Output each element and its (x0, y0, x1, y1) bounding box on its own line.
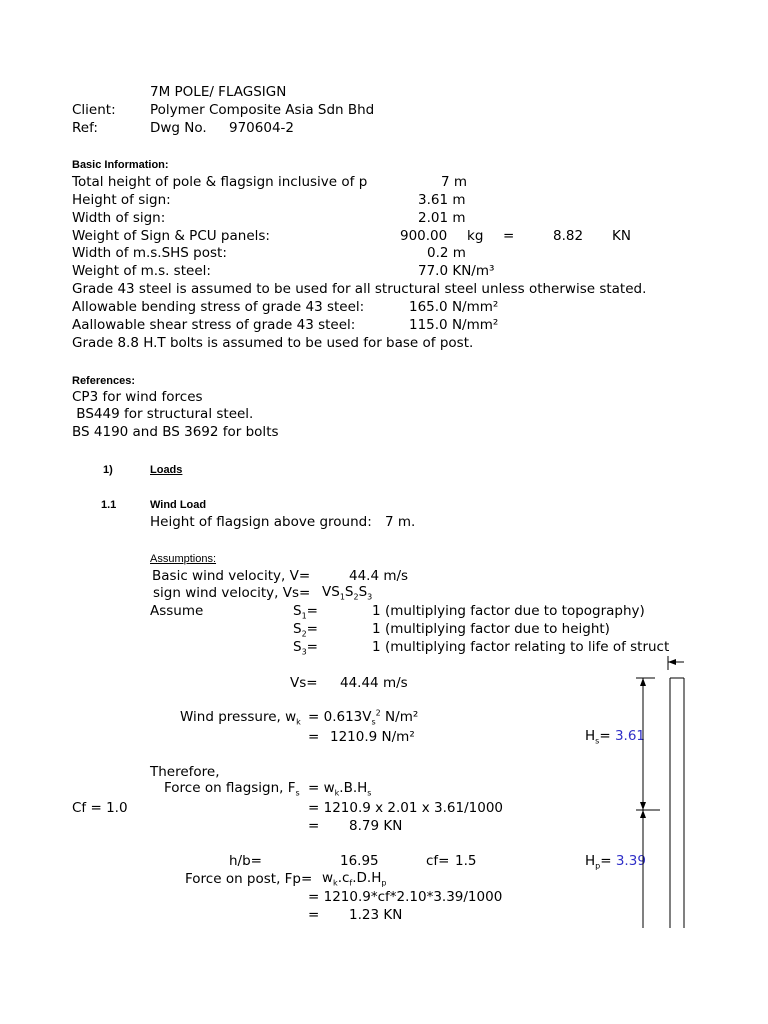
reference-item: BS449 for structural steel. (72, 406, 254, 422)
info-label-post-width: Width of m.s.SHS post: (72, 245, 227, 261)
arrow-head (668, 659, 676, 665)
info-unit-kg: kg (467, 228, 484, 244)
shear-stress-value: 115.0 N/mm² (409, 317, 499, 333)
hs-value: 3.61 (614, 728, 645, 744)
force-flagsign-result: 8.79 KN (349, 818, 403, 834)
subscript: s (595, 736, 600, 746)
subscript: 2 (353, 592, 359, 602)
info-value-sign-weight-kn: 8.82 (553, 228, 584, 244)
equals-sign: = (306, 639, 318, 655)
info-value-sign-width: 2.01 m (418, 210, 466, 226)
hb-value: 16.95 (340, 853, 379, 869)
subscript: k (296, 717, 301, 727)
subscript: 1 (339, 592, 345, 602)
assumptions-heading: Assumptions: (150, 553, 217, 565)
flagsign-height-text: Height of flagsign above ground: (150, 514, 372, 530)
section-1-title: Loads (150, 464, 183, 476)
sign-wind-velocity-formula: $VS_1S_2S_3$ (322, 584, 373, 602)
equals-sign: = (306, 603, 318, 619)
superscript: 2 (375, 708, 381, 718)
info-label-sign-width: Width of sign: (72, 210, 166, 226)
wind-pressure-value: 1210.9 N/m² (330, 729, 415, 745)
dwg-value: 970604-2 (229, 120, 294, 136)
s2-description: (multiplying factor due to height) (385, 621, 610, 637)
client-value: Polymer Composite Asia Sdn Bhd (150, 102, 375, 118)
force-post-calc: = 1210.9*cf*2.10*3.39/1000 (308, 889, 503, 905)
force-flagsign-text: Force on flagsign, F (164, 780, 296, 796)
hp-value: 3.39 (615, 853, 646, 869)
wind-pressure-text: Wind pressure, w (180, 709, 297, 725)
document-title: 7M POLE/ FLAGSIGN (150, 84, 287, 100)
bending-stress-label: Allowable bending stress of grade 43 steel: (72, 299, 365, 315)
shear-stress-label: Aallowable shear stress of grade 43 steel: (72, 317, 356, 333)
cf-value: 1.5 (455, 853, 477, 869)
subscript: s (295, 788, 300, 798)
sign-wind-velocity-label: sign wind velocity, Vs= (153, 585, 311, 601)
basic-wind-velocity-value: 44.4 m/s (349, 568, 409, 584)
subscript: 2 (301, 629, 307, 639)
basic-wind-velocity-label: Basic wind velocity, V= (152, 568, 311, 584)
equals-sign: = (308, 818, 320, 834)
equals-sign: = (308, 907, 320, 923)
section-1-number: 1) (103, 464, 113, 476)
force-post-result: 1.23 KN (349, 907, 403, 923)
cf-label: cf= (426, 853, 450, 869)
reference-item: BS 4190 and BS 3692 for bolts (72, 424, 279, 440)
hp-eq: = (600, 853, 612, 869)
bending-stress-value: 165.0 N/mm² (409, 299, 499, 315)
reference-item: CP3 for wind forces (72, 389, 203, 405)
info-label-sign-weight: Weight of Sign & PCU panels: (72, 228, 270, 244)
equals-sign: = (306, 621, 318, 637)
hs-h: H (585, 728, 596, 744)
arrow-head (640, 810, 646, 818)
force-flagsign-eq2: .B.H (339, 780, 368, 796)
ref-label: Ref: (72, 120, 98, 136)
info-label-sign-height: Height of sign: (72, 192, 171, 208)
subscript: 3 (301, 647, 307, 657)
subscript: k (333, 878, 338, 888)
force-flagsign-eq: = w (308, 780, 335, 796)
references-heading: References: (72, 375, 135, 387)
s1-symbol: $S_1=$ (293, 603, 318, 621)
grade-43-note: Grade 43 steel is assumed to be used for all structural steel unless otherwise stated. (72, 281, 647, 297)
arrow-head (640, 678, 646, 686)
force-post-d: .D.H (352, 870, 382, 886)
vs-value: 44.44 m/s (340, 675, 408, 691)
hb-label: h/b= (229, 853, 262, 869)
dwg-label: Dwg No. (150, 120, 207, 136)
wind-pressure-eq: = 0.613V (308, 709, 372, 725)
wind-pressure-unit: N/m² (380, 709, 419, 725)
section-1-1-number: 1.1 (101, 499, 117, 511)
info-label-total-height: Total height of pole & flagsign inclusive of p (72, 174, 368, 190)
force-post-label: Force on post, Fp= (185, 871, 313, 887)
s3-symbol: $S_3=$ (293, 639, 318, 657)
info-equals: = (503, 228, 515, 244)
subscript: s (371, 717, 376, 727)
vs-label: Vs= (290, 675, 318, 691)
info-label-steel-weight: Weight of m.s. steel: (72, 263, 211, 279)
info-value-sign-height: 3.61 m (418, 192, 466, 208)
info-value-steel-weight: 77.0 KN/m³ (418, 263, 495, 279)
assume-label: Assume (150, 603, 204, 619)
equals-sign: = (308, 729, 320, 745)
basic-info-heading: Basic Information: (72, 159, 169, 171)
info-value-total-height: 7 m (441, 174, 468, 190)
s2-value: 1 (372, 621, 381, 637)
client-label: Client: (72, 102, 116, 118)
s3-description: (multiplying factor relating to life of struct (385, 639, 670, 655)
subscript: 3 (367, 592, 373, 602)
info-value-sign-weight: 900.00 (400, 228, 448, 244)
subscript: f (349, 878, 353, 888)
hp-h: H (585, 853, 596, 869)
subscript: p (381, 878, 387, 888)
s3-value: 1 (372, 639, 381, 655)
cf-left-label: Cf = 1.0 (72, 800, 128, 816)
subscript: k (334, 788, 340, 798)
bolt-note: Grade 8.8 H.T bolts is assumed to be used for base of post. (72, 335, 474, 351)
info-unit-kn: KN (612, 228, 631, 244)
s1-description: (multiplying factor due to topography) (385, 603, 645, 619)
force-post-c: .c (337, 870, 350, 886)
s1-value: 1 (372, 603, 381, 619)
section-1-1-title: Wind Load (150, 499, 207, 511)
flagsign-height-value: 7 m. (385, 514, 416, 530)
force-post-w: w (322, 870, 334, 886)
s2-symbol: $S_2=$ (293, 621, 318, 639)
info-value-post-width: 0.2 m (427, 245, 466, 261)
force-flagsign-calc: = 1210.9 x 2.01 x 3.61/1000 (308, 800, 504, 816)
subscript: 1 (301, 611, 307, 621)
therefore-label: Therefore, (150, 764, 220, 780)
arrow-head (640, 802, 646, 810)
subscript: p (595, 861, 601, 871)
hs-eq: = (599, 728, 611, 744)
subscript: s (367, 788, 372, 798)
